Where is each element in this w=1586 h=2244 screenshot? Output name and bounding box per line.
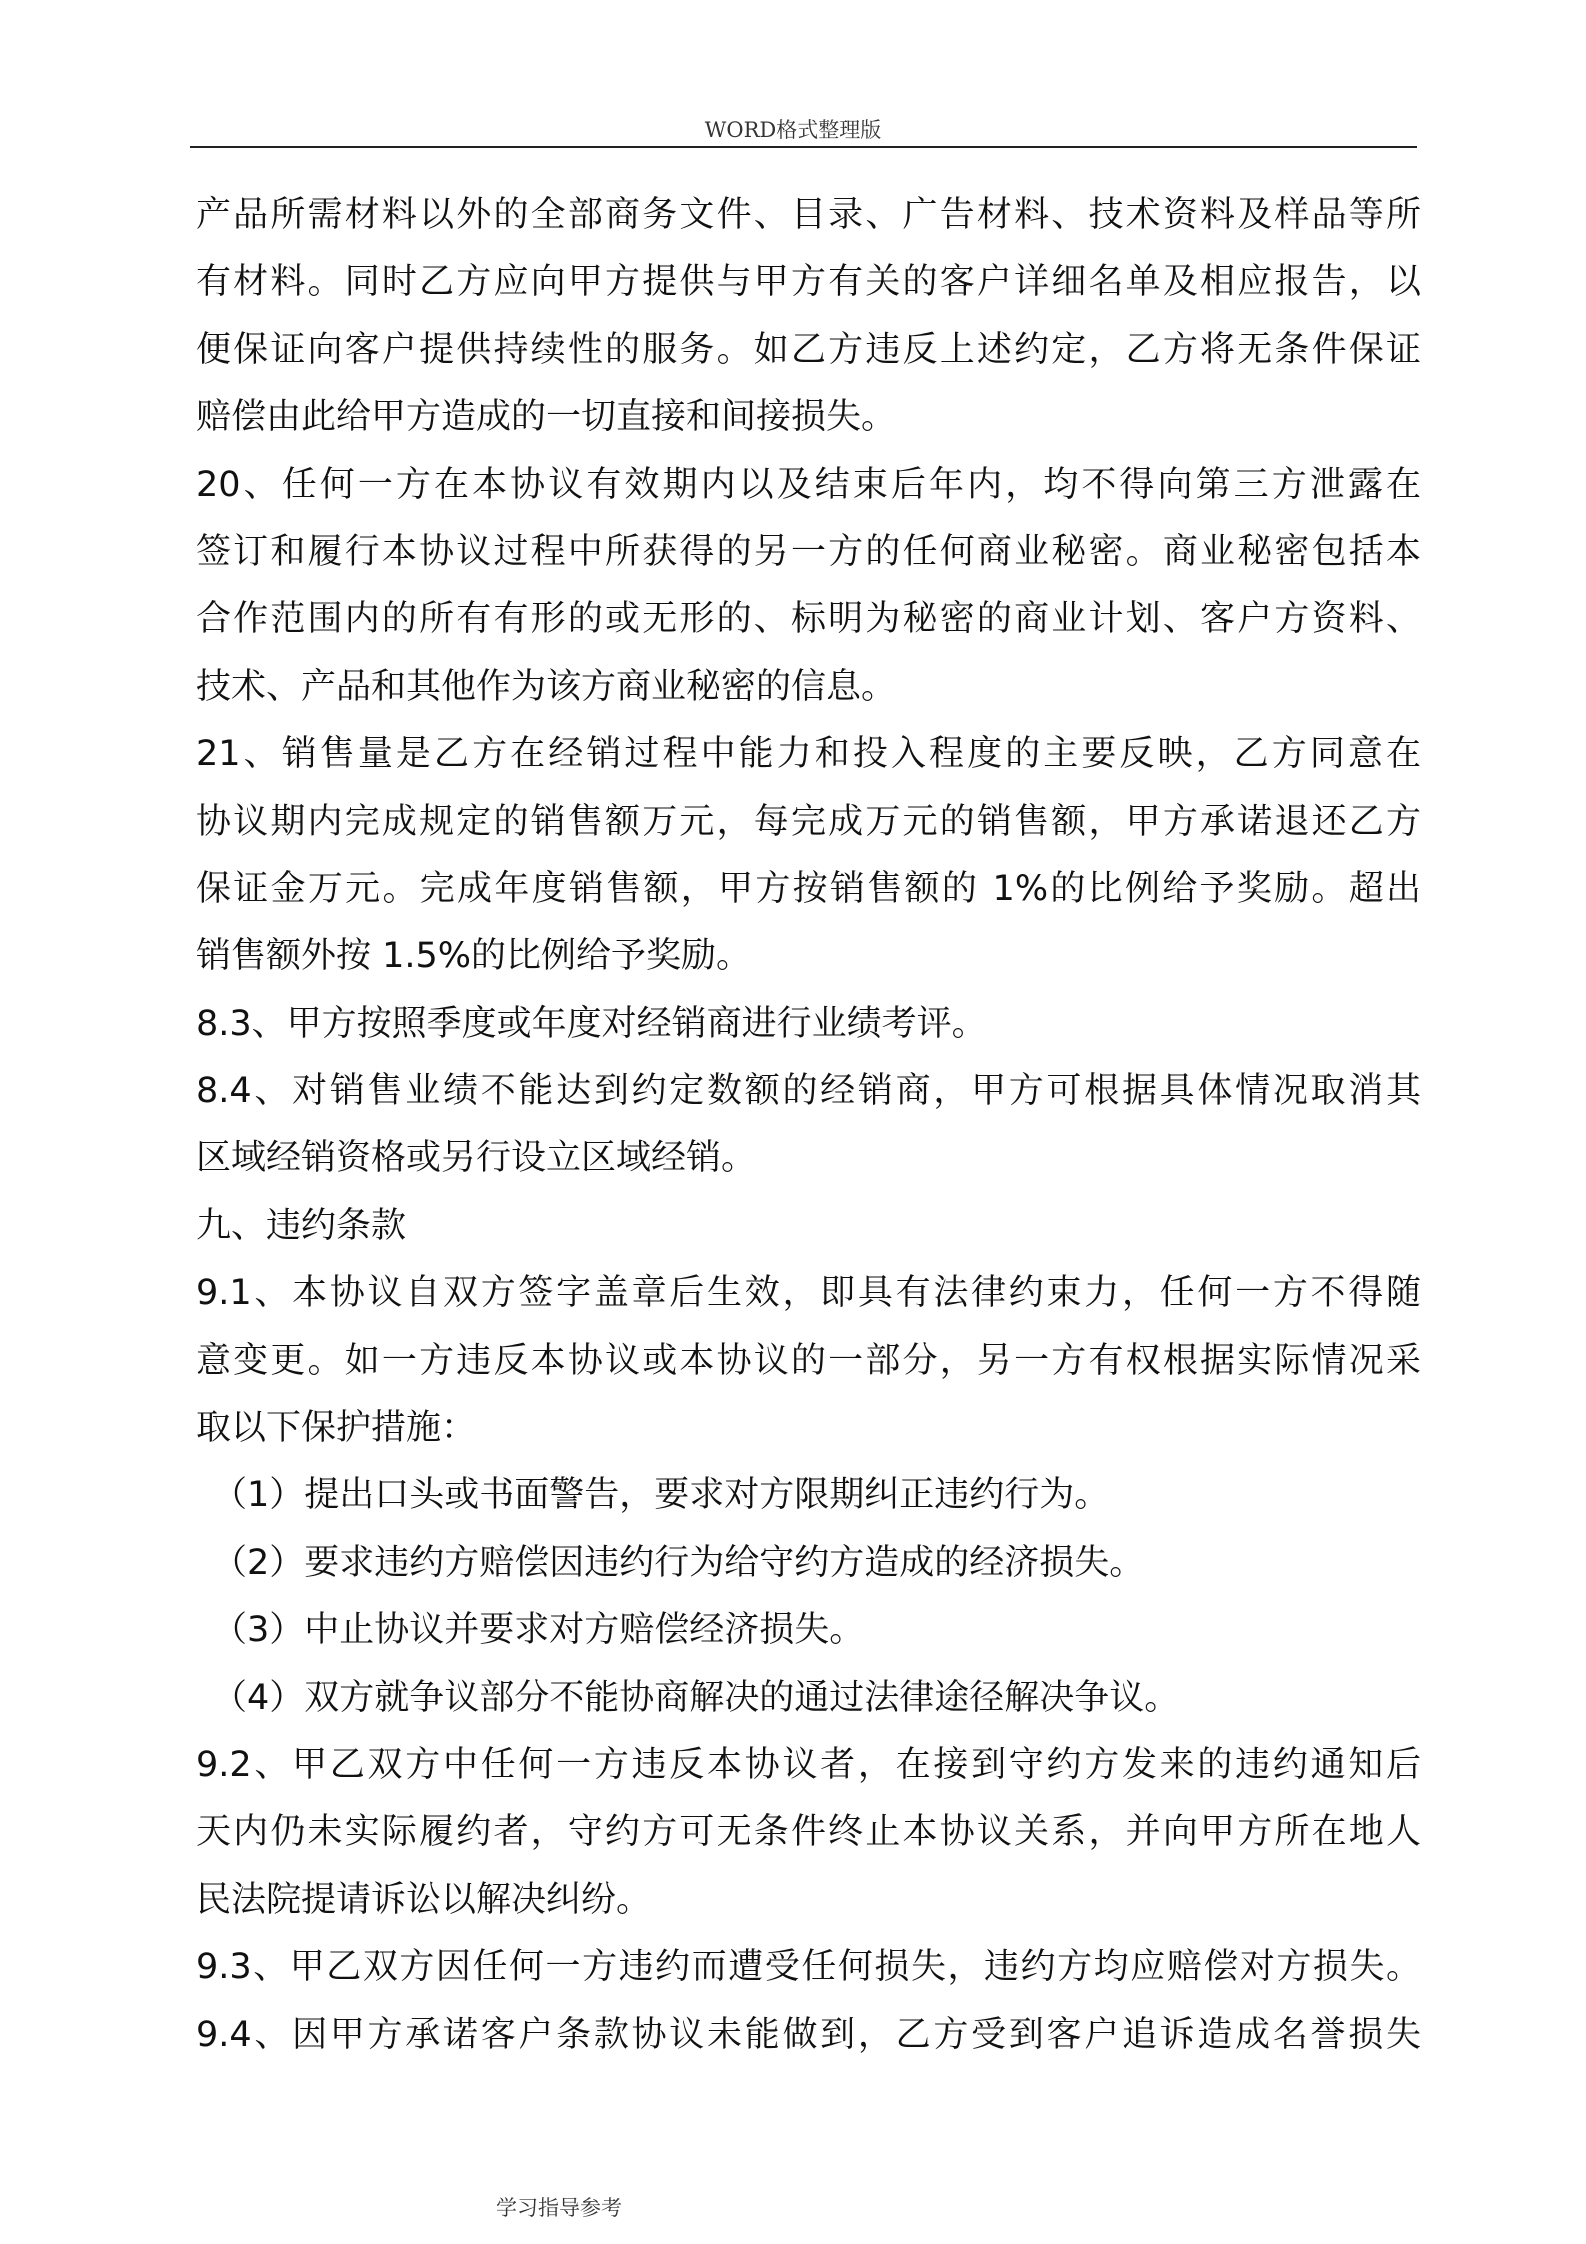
text-line: 销售额外按 1.5%的比例给予奖励。 [196,936,752,977]
list-item: （4）双方就争议部分不能协商解决的通过法律途径解决争议。 [212,1677,1180,1718]
list-item: （2）要求违约方赔偿因违约行为给守约方造成的经济损失。 [212,1542,1145,1583]
list-item: （1）提出口头或书面警告，要求对方限期纠正违约行为。 [212,1475,1110,1516]
text-line: 20、任何一方在本协议有效期内以及结束后年内，均不得向第三方泄露在 [196,464,1421,505]
text-line: 9.1、本协议自双方签字盖章后生效，即具有法律约束力，任何一方不得随 [196,1273,1421,1314]
text-line: 取以下保护措施： [196,1408,477,1449]
text-line: 合作范围内的所有有形的或无形的、标明为秘密的商业计划、客户方资料、 [196,599,1421,640]
text-line: 9.3、甲乙双方因任何一方违约而遭受任何损失，违约方均应赔偿对方损失。 [196,1947,1421,1988]
text-line: 9.4、因甲方承诺客户条款协议未能做到，乙方受到客户追诉造成名誉损失 [196,2014,1421,2055]
text-line: 21、销售量是乙方在经销过程中能力和投入程度的主要反映，乙方同意在 [196,734,1421,775]
text-line: 区域经销资格或另行设立区域经销。 [196,1138,757,1179]
text-line: 意变更。如一方违反本协议或本协议的一部分，另一方有权根据实际情况采 [196,1340,1421,1381]
header-divider [190,146,1417,148]
text-line: 签订和履行本协议过程中所获得的另一方的任何商业秘密。商业秘密包括本 [196,531,1421,572]
page-footer: 学习指导参考 [496,2196,622,2220]
text-line: 天内仍未实际履约者，守约方可无条件终止本协议关系，并向甲方所在地人 [196,1812,1421,1853]
text-line: 8.3、甲方按照季度或年度对经销商进行业绩考评。 [196,1003,987,1044]
text-line: 民法院提请诉讼以解决纠纷。 [196,1879,652,1920]
text-line: 技术、产品和其他作为该方商业秘密的信息。 [196,666,897,707]
page-header-title: WORD格式整理版 [704,118,882,142]
document-body [196,182,1421,2069]
text-line: 9.2、甲乙双方中任何一方违反本协议者，在接到守约方发来的违约通知后 [196,1744,1421,1785]
text-line: 有材料。同时乙方应向甲方提供与甲方有关的客户详细名单及相应报告，以 [196,262,1421,303]
text-line: 便保证向客户提供持续性的服务。如乙方违反上述约定，乙方将无条件保证 [196,329,1421,370]
text-line: 赔偿由此给甲方造成的一切直接和间接损失。 [196,397,897,438]
text-line: 产品所需材料以外的全部商务文件、目录、广告材料、技术资料及样品等所 [196,195,1421,235]
text-line: 协议期内完成规定的销售额万元，每完成万元的销售额，甲方承诺退还乙方 [196,801,1421,842]
list-item: （3）中止协议并要求对方赔偿经济损失。 [212,1610,865,1651]
text-line: 8.4、对销售业绩不能达到约定数额的经销商，甲方可根据具体情况取消其 [196,1071,1421,1112]
text-line: 保证金万元。完成年度销售额，甲方按销售额的 1%的比例给予奖励。超出 [196,868,1421,909]
section-heading: 九、违约条款 [196,1205,407,1246]
